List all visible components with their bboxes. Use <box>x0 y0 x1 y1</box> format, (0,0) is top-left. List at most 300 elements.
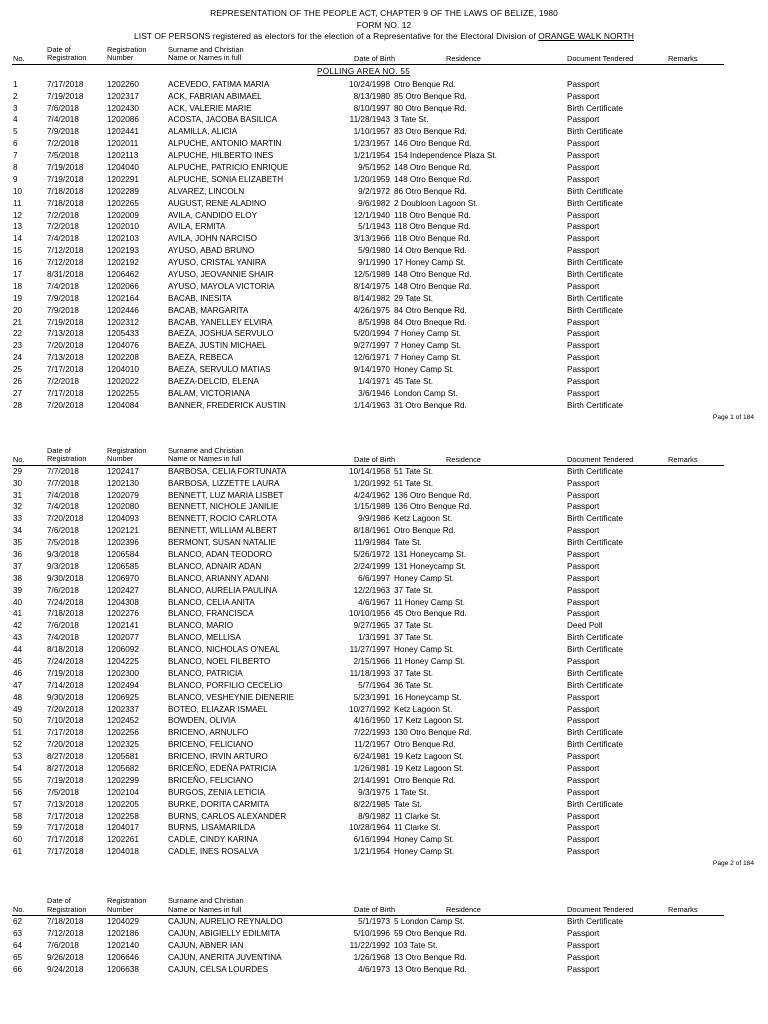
elector-name: BALAM, VICTORIANA <box>168 388 251 398</box>
entry-number: 18 <box>13 281 23 291</box>
page-number <box>0 412 768 426</box>
elector-name: BRICENO, IRVIN ARTURO <box>168 752 268 762</box>
residence: Otro Benque Rd. <box>394 79 456 89</box>
registration-number: 1202011 <box>107 139 139 149</box>
registration-date: 7/6/2018 <box>47 103 79 113</box>
entry-number: 28 <box>13 400 23 410</box>
registration-number: 1204225 <box>107 656 139 666</box>
registration-date: 7/13/2018 <box>47 329 84 339</box>
registration-number: 1202312 <box>107 317 139 327</box>
elector-name: ACOSTA, JACOBA BASILICA <box>168 115 278 125</box>
registration-number: 1206462 <box>107 270 139 280</box>
table-row <box>0 715 768 727</box>
document-tendered: Passport <box>567 597 600 607</box>
document-tendered: Passport <box>567 377 600 387</box>
registration-number: 1202396 <box>107 538 139 548</box>
residence: 136 Otro Benque Rd. <box>394 490 472 500</box>
date-of-birth: 8/10/1997 <box>353 103 390 113</box>
registration-number: 1204017 <box>107 823 139 833</box>
residence: 2 Doubloon Lagoon St. <box>394 198 478 208</box>
entry-number: 14 <box>13 234 23 244</box>
entry-number: 47 <box>13 680 23 690</box>
elector-name: AVILA, JOHN NARCISO <box>168 234 258 244</box>
registration-date: 7/9/2018 <box>47 293 79 303</box>
entry-number: 7 <box>13 151 18 161</box>
registration-date: 7/18/2018 <box>47 609 84 619</box>
registration-date: 9/3/2018 <box>47 561 79 571</box>
residence: 83 Otro Benque Rd. <box>394 127 467 137</box>
registration-number: 1202186 <box>107 929 139 938</box>
table-row <box>0 91 768 103</box>
document-tendered: Passport <box>567 952 600 962</box>
registration-date: 7/24/2018 <box>47 656 84 666</box>
document-tendered: Passport <box>567 341 600 351</box>
entry-number: 15 <box>13 246 23 256</box>
residence: Honey Camp St. <box>394 847 455 857</box>
entry-number: 66 <box>13 964 23 974</box>
table-row <box>0 257 768 269</box>
residence: 7 Honey Camp St. <box>394 329 461 339</box>
document-tendered: Birth Certificate <box>567 305 623 315</box>
entry-number: 13 <box>13 222 23 232</box>
entry-number: 52 <box>13 740 23 750</box>
table-row <box>0 174 768 186</box>
registration-number: 1202494 <box>107 680 139 690</box>
document-tendered: Passport <box>567 246 600 256</box>
table-row <box>0 537 768 549</box>
document-tendered: Passport <box>567 526 600 536</box>
elector-name: BENNETT, NICHOLE JANILIE <box>168 502 279 512</box>
registration-date: 7/20/2018 <box>47 341 84 351</box>
entry-number: 65 <box>13 952 23 962</box>
elector-name: BLANCO, ADNAIR ADAN <box>168 561 262 571</box>
document-tendered: Birth Certificate <box>567 728 623 738</box>
residence: Ketz Lagoon St. <box>394 514 453 524</box>
registration-date: 7/20/2018 <box>47 400 84 410</box>
table-row <box>0 210 768 222</box>
residence: 29 Tate St. <box>394 293 433 303</box>
document-tendered: Passport <box>567 716 600 726</box>
residence: 86 Otro Benque Rd. <box>394 186 467 196</box>
elector-name: ALPUCHE, HILBERTO INES <box>168 151 274 161</box>
registration-date: 7/12/2018 <box>47 929 84 938</box>
table-row <box>0 388 768 400</box>
date-of-birth: 1/4/1971 <box>358 377 390 387</box>
elector-name: BOTEO, ELIAZAR ISMAEL <box>168 704 268 714</box>
date-of-birth: 9/27/1965 <box>353 621 390 631</box>
date-of-birth: 11/28/1943 <box>349 115 390 125</box>
table-row <box>0 525 768 537</box>
date-of-birth: 5/9/1980 <box>358 246 390 256</box>
elector-name: BURKE, DORITA CARMITA <box>168 799 270 809</box>
date-of-birth: 9/27/1997 <box>353 341 390 351</box>
date-of-birth: 4/6/1967 <box>358 597 390 607</box>
date-of-birth: 4/16/1950 <box>353 716 390 726</box>
form-number: FORM NO. 12 <box>356 19 412 30</box>
table-row <box>0 352 768 364</box>
elector-name: BLANCO, CELIA ANITA <box>168 597 255 607</box>
elector-name: CAJUN, ABIGIELLY EDILMITA <box>168 929 280 938</box>
col-remarks-header: Remarks <box>668 53 698 63</box>
registration-number: 1206646 <box>107 952 139 962</box>
date-of-birth: 1/20/1959 <box>353 174 390 184</box>
table-row <box>0 293 768 305</box>
registration-number: 1204040 <box>107 163 139 173</box>
registration-date: 7/4/2018 <box>47 115 79 125</box>
registration-number: 1202427 <box>107 585 139 595</box>
date-of-birth: 9/6/1982 <box>358 198 390 208</box>
registration-number: 1202300 <box>107 668 139 678</box>
entry-number: 2 <box>13 91 18 101</box>
elector-name: BLANCO, ADAN TEODORO <box>168 549 273 559</box>
registration-number: 1202258 <box>107 811 139 821</box>
residence: Honey Camp St. <box>394 573 455 583</box>
entry-number: 61 <box>13 847 23 857</box>
date-of-birth: 8/18/1961 <box>353 526 390 536</box>
entry-number: 23 <box>13 341 23 351</box>
elector-name: BENNETT, WILLIAM ALBERT <box>168 526 278 536</box>
document-tendered: Passport <box>567 549 600 559</box>
registration-date: 8/31/2018 <box>47 270 84 280</box>
elector-name: BANNER, FREDERICK AUSTIN <box>168 400 286 410</box>
table-row <box>0 103 768 115</box>
elector-name: AVILA, ERMITA <box>168 222 226 232</box>
registration-date: 7/19/2018 <box>47 163 84 173</box>
registration-number: 1202430 <box>107 103 139 113</box>
elector-name: ACEVEDO, FATIMA MARIA <box>168 79 270 89</box>
residence: 36 Tate St. <box>394 680 433 690</box>
date-of-birth: 5/20/1994 <box>353 329 390 339</box>
elector-name: ALPUCHE, ANTONIO MARTIN <box>168 139 282 149</box>
table-row <box>0 585 768 597</box>
registration-date: 7/19/2018 <box>47 317 84 327</box>
registration-date: 7/17/2018 <box>47 811 84 821</box>
document-tendered: Birth Certificate <box>567 514 623 524</box>
registration-date: 9/24/2018 <box>47 964 84 974</box>
page-gap <box>0 872 768 894</box>
entry-number: 34 <box>13 526 23 536</box>
table-row <box>0 620 768 632</box>
registration-date: 7/4/2018 <box>47 633 79 643</box>
list-page <box>0 894 768 975</box>
table-row <box>0 597 768 609</box>
elector-name: BURNS, CARLOS ALEXANDER <box>168 811 287 821</box>
registration-date: 7/19/2018 <box>47 91 84 101</box>
date-of-birth: 1/26/1981 <box>353 763 390 773</box>
registration-number: 1202192 <box>107 258 139 268</box>
date-of-birth: 3/13/1966 <box>353 234 390 244</box>
elector-name: BLANCO, AURELIA PAULINA <box>168 585 278 595</box>
entry-number: 58 <box>13 811 23 821</box>
registration-number: 1202289 <box>107 186 139 196</box>
registration-date: 9/3/2018 <box>47 549 79 559</box>
registration-date: 7/4/2018 <box>47 490 79 500</box>
elector-name: BARBOSA, LIZZETTE LAURA <box>168 478 280 488</box>
registration-date: 7/7/2018 <box>47 478 79 488</box>
document-tendered: Passport <box>567 964 600 974</box>
date-of-birth: 9/3/1975 <box>358 787 390 797</box>
residence: 37 Tate St. <box>394 621 433 631</box>
table-row <box>0 952 768 964</box>
elector-name: BURNS, LISAMARILDA <box>168 823 256 833</box>
table-row <box>0 198 768 210</box>
registration-number: 1202140 <box>107 940 139 950</box>
table-row <box>0 964 768 976</box>
residence: 45 Tate St. <box>394 377 433 387</box>
residence: 148 Otro Benque Rd. <box>394 174 472 184</box>
document-tendered: Passport <box>567 502 600 512</box>
elector-name: BOWDEN, OLIVIA <box>168 716 236 726</box>
document-header <box>0 0 768 43</box>
elector-name: BENNETT, ROCIO CARLOTA <box>168 514 278 524</box>
registration-number: 1205681 <box>107 752 139 762</box>
table-row <box>0 644 768 656</box>
document-tendered: Birth Certificate <box>567 680 623 690</box>
registration-number: 1202256 <box>107 728 139 738</box>
entry-number: 35 <box>13 538 23 548</box>
table-row <box>0 269 768 281</box>
date-of-birth: 12/2/1963 <box>353 585 390 595</box>
table-row <box>0 561 768 573</box>
entry-number: 43 <box>13 633 23 643</box>
entry-number: 21 <box>13 317 23 327</box>
registration-date: 7/12/2018 <box>47 246 84 256</box>
document-tendered: Birth Certificate <box>567 186 623 196</box>
registration-date: 7/4/2018 <box>47 281 79 291</box>
entry-number: 41 <box>13 609 23 619</box>
entry-number: 17 <box>13 270 23 280</box>
date-of-birth: 10/14/1958 <box>349 466 390 476</box>
document-tendered: Passport <box>567 139 600 149</box>
elector-name: BLANCO, NOEL FILBERTO <box>168 656 271 666</box>
col-residence-header: Residence <box>446 53 481 63</box>
document-tendered: Passport <box>567 835 600 845</box>
residence: Honey Camp St. <box>394 835 455 845</box>
document-tendered: Passport <box>567 763 600 773</box>
entry-number: 22 <box>13 329 23 339</box>
table-row <box>0 478 768 490</box>
document-tendered: Passport <box>567 656 600 666</box>
table-row <box>0 364 768 376</box>
elector-name: CADLE, CINDY KARINA <box>168 835 258 845</box>
elector-name: BAEZA, SERVULO MATIAS <box>168 365 271 375</box>
registration-date: 7/2/2018 <box>47 222 79 232</box>
voter-list <box>0 43 768 976</box>
entry-number: 30 <box>13 478 23 488</box>
residence: 146 Otro Benque Rd. <box>394 139 472 149</box>
table-row <box>0 79 768 91</box>
residence: 3 Tate St. <box>394 115 429 125</box>
document-tendered: Passport <box>567 561 600 571</box>
table-row <box>0 245 768 257</box>
document-tendered: Passport <box>567 585 600 595</box>
col-document-header: Document Tendered <box>567 53 634 63</box>
residence: 1 Tate St. <box>394 787 429 797</box>
date-of-birth: 5/1/1973 <box>358 917 390 927</box>
registration-number: 1202260 <box>107 79 139 89</box>
elector-name: BLANCO, NICHOLAS O'NEAL <box>168 645 280 655</box>
table-row <box>0 608 768 620</box>
col-remarks-header: Remarks <box>668 454 698 464</box>
col-remarks-header: Remarks <box>668 905 698 915</box>
registration-date: 7/18/2018 <box>47 917 84 927</box>
col-no-header: No. <box>13 454 25 464</box>
document-tendered: Birth Certificate <box>567 103 623 113</box>
elector-name: BAEZA-DELCID, ELENA <box>168 377 259 387</box>
registration-date: 7/17/2018 <box>47 79 84 89</box>
document-tendered: Passport <box>567 222 600 232</box>
table-row <box>0 400 768 412</box>
registration-date: 7/19/2018 <box>47 775 84 785</box>
entry-number: 60 <box>13 835 23 845</box>
entry-number: 42 <box>13 621 23 631</box>
residence: Otro Benque Rd. <box>394 775 456 785</box>
table-row <box>0 114 768 126</box>
registration-date: 7/19/2018 <box>47 668 84 678</box>
elector-name: AYUSO, JEOVANNIE SHAIR <box>168 270 274 280</box>
table-row <box>0 680 768 692</box>
elector-name: BAEZA, REBECA <box>168 353 234 363</box>
registration-date: 8/27/2018 <box>47 763 84 773</box>
registration-date: 7/17/2018 <box>47 728 84 738</box>
registration-number: 1202141 <box>107 621 139 631</box>
table-row <box>0 281 768 293</box>
date-of-birth: 11/2/1957 <box>354 740 390 750</box>
residence: 11 Honey Camp St. <box>394 656 465 666</box>
residence: 5 London Camp St. <box>394 917 465 927</box>
col-name-header: Surname and Christian Name or Names in full <box>168 896 244 914</box>
registration-date: 9/30/2018 <box>47 692 84 702</box>
date-of-birth: 11/27/1997 <box>349 645 390 655</box>
table-row <box>0 466 768 478</box>
date-of-birth: 10/27/1992 <box>349 704 390 714</box>
document-tendered: Birth Certificate <box>567 645 623 655</box>
residence: 7 Honey Camp St. <box>394 353 461 363</box>
polling-area-banner <box>0 65 768 79</box>
registration-number: 1202208 <box>107 353 139 363</box>
entry-number: 54 <box>13 763 23 773</box>
table-row <box>0 668 768 680</box>
col-no-header: No. <box>13 53 25 63</box>
document-tendered: Passport <box>567 478 600 488</box>
document-tendered: Passport <box>567 692 600 702</box>
elector-name: BRICENO, ARNULFO <box>168 728 249 738</box>
col-dob-header: Date of Birth <box>354 905 396 915</box>
entry-number: 45 <box>13 656 23 666</box>
registration-number: 1202325 <box>107 740 139 750</box>
entry-number: 12 <box>13 210 23 220</box>
column-header <box>0 894 768 916</box>
registration-number: 1202010 <box>107 222 139 232</box>
col-dob-header: Date of Birth <box>354 454 396 464</box>
document-tendered: Birth Certificate <box>567 799 623 809</box>
date-of-birth: 4/26/1975 <box>353 305 390 315</box>
date-of-birth: 1/23/1957 <box>353 139 390 149</box>
registration-number: 1202103 <box>107 234 139 244</box>
date-of-birth: 2/14/1991 <box>353 775 390 785</box>
table-row <box>0 692 768 704</box>
residence: 148 Otro Benque Rd. <box>394 281 472 291</box>
registration-number: 1202452 <box>107 716 139 726</box>
entry-number: 16 <box>13 258 23 268</box>
registration-number: 1202077 <box>107 633 139 643</box>
registration-date: 7/18/2018 <box>47 186 84 196</box>
entry-number: 56 <box>13 787 23 797</box>
registration-number: 1204308 <box>107 597 139 607</box>
document-tendered: Birth Certificate <box>567 270 623 280</box>
document-tendered: Birth Certificate <box>567 538 623 548</box>
date-of-birth: 6/6/1997 <box>358 573 390 583</box>
document-tendered: Birth Certificate <box>567 258 623 268</box>
registration-number: 1202121 <box>107 526 139 536</box>
elector-name: BACAB, YANELLEY ELVIRA <box>168 317 273 327</box>
residence: 37 Tate St. <box>394 668 433 678</box>
elector-name: ALAMILLA, ALICIA <box>168 127 238 137</box>
registration-number: 1202009 <box>107 210 139 220</box>
elector-name: AUGUST, RENE ALADINO <box>168 198 267 208</box>
registration-number: 1202291 <box>107 174 139 184</box>
elector-name: BACAB, INESITA <box>168 293 232 303</box>
residence: London Camp St. <box>394 388 458 398</box>
table-row <box>0 811 768 823</box>
registration-date: 7/9/2018 <box>47 127 79 137</box>
table-row <box>0 501 768 513</box>
document-tendered: Passport <box>567 823 600 833</box>
residence: Otro Benque Rd. <box>394 740 456 750</box>
document-tendered: Passport <box>567 811 600 821</box>
column-header <box>0 43 768 65</box>
residence: 51 Tate St. <box>394 466 433 476</box>
registration-number: 1202193 <box>107 246 139 256</box>
document-tendered: Birth Certificate <box>567 633 623 643</box>
date-of-birth: 12/6/1971 <box>353 353 390 363</box>
date-of-birth: 1/20/1992 <box>353 478 390 488</box>
date-of-birth: 6/24/1981 <box>353 752 390 762</box>
registration-number: 1202417 <box>107 466 139 476</box>
document-tendered: Passport <box>567 929 600 938</box>
entry-number: 62 <box>13 917 23 927</box>
table-row <box>0 186 768 198</box>
registration-date: 7/2/2018 <box>47 139 79 149</box>
table-row <box>0 834 768 846</box>
elector-name: ALPUCHE, SONIA ELIZABETH <box>168 174 284 184</box>
entry-number: 33 <box>13 514 23 524</box>
entry-number: 49 <box>13 704 23 714</box>
registration-date: 7/2/2018 <box>47 210 79 220</box>
residence: 118 Otro Benque Rd. <box>394 222 471 232</box>
document-tendered: Passport <box>567 752 600 762</box>
registration-date: 7/20/2018 <box>47 514 84 524</box>
elector-name: BAEZA, JUSTIN MICHAEL <box>168 341 267 351</box>
table-row <box>0 376 768 388</box>
elector-name: ACK, FABRIAN ABIMAEL <box>168 91 262 101</box>
list-title: LIST OF PERSONS registered as electors for the election of a Representative for the Electoral Division of ORANGE WALK NORTH <box>134 31 634 42</box>
registration-date: 7/9/2018 <box>47 305 79 315</box>
residence: 7 Honey Camp St. <box>394 341 461 351</box>
table-row <box>0 775 768 787</box>
entry-number: 10 <box>13 186 23 196</box>
residence: 148 Otro Benque Rd. <box>394 270 472 280</box>
elector-name: AVILA, CANDIDO ELOY <box>168 210 258 220</box>
residence: 11 Clarke St. <box>394 811 441 821</box>
table-row <box>0 632 768 644</box>
date-of-birth: 9/5/1952 <box>358 163 390 173</box>
residence: 148 Otro Benque Rd. <box>394 163 472 173</box>
entry-number: 36 <box>13 549 23 559</box>
registration-date: 8/18/2018 <box>47 645 84 655</box>
date-of-birth: 8/9/1982 <box>358 811 390 821</box>
elector-name: AYUSO, ABAD BRUNO <box>168 246 255 256</box>
